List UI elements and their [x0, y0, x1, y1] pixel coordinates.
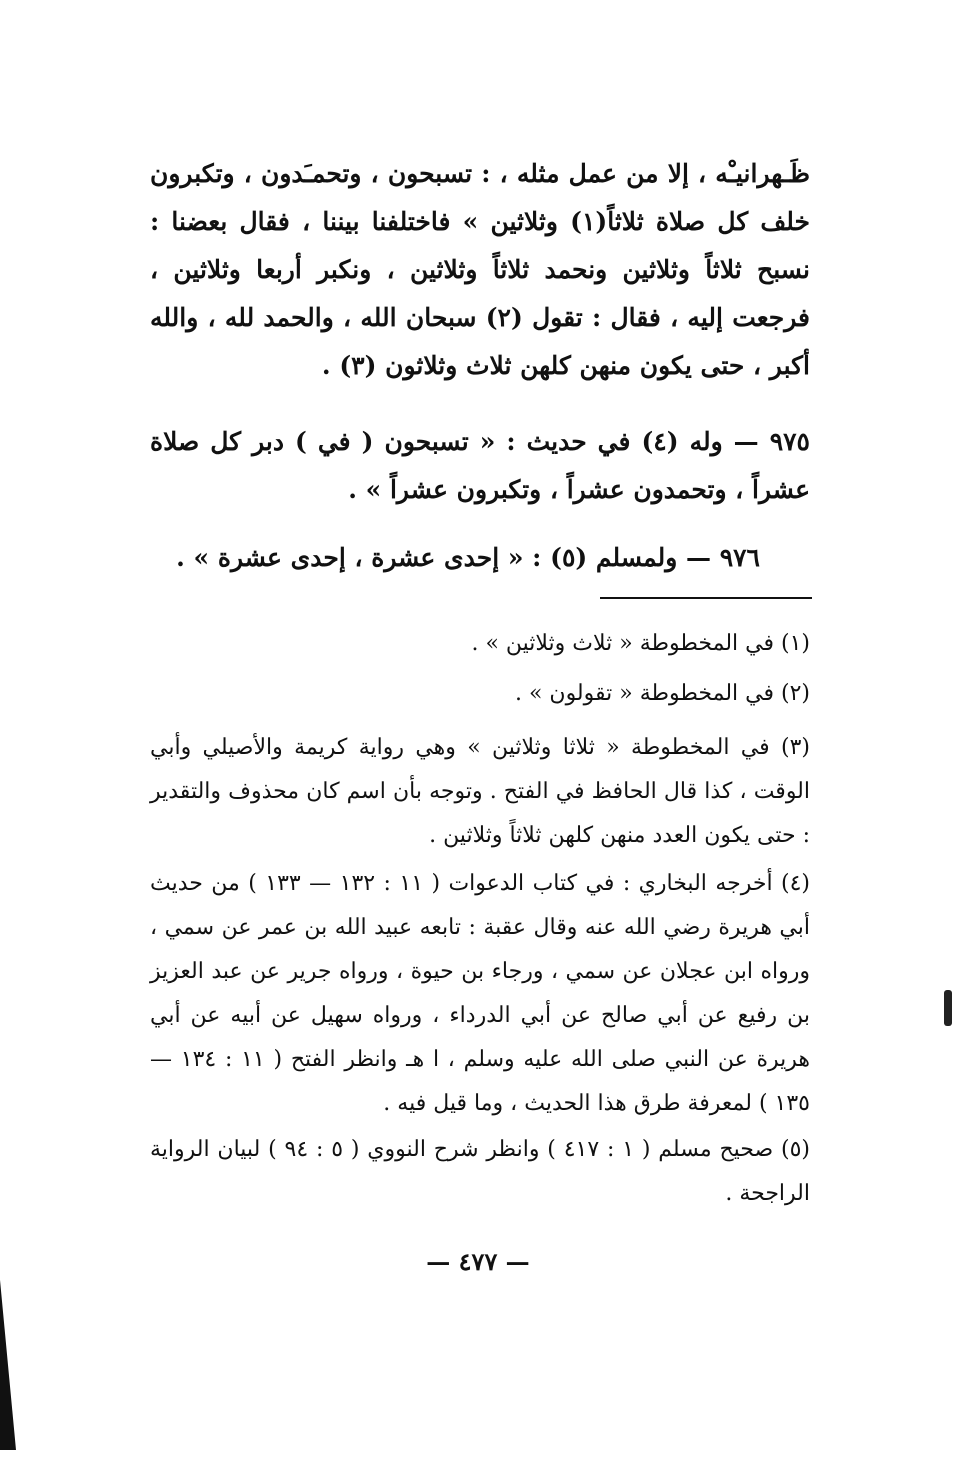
page-number: — ٤٧٧ — [426, 1247, 530, 1276]
footnote-3: (٣) في المخطوطة « ثلاثا وثلاثين » وهي رواية كريمة والأصيلي وأبي الوقت ، كذا قال الحافظ في الفتح . وتوجه بأن اسم كان محذوف والتقدير : حتى يكون العدد منهن كلهن ثلاثاً وثلاثين . [150, 735, 810, 848]
scan-edge-shadow [0, 1280, 16, 1450]
footnote-5: (٥) صحيح مسلم ( ١ : ٤١٧ ) وانظر شرح النووي ( ٥ : ٩٤ ) لبيان الرواية الراجحة . [150, 1137, 811, 1206]
footnote-1: (١) في المخطوطة « ثلاث وثلاثين » . [471, 631, 810, 656]
hadith-continuation-paragraph: ظَـهرانيـْه ، إلا من عمل مثله ، : تسبحون ، وتحمـَدون ، وتكبرون خلف كل صلاة ثلاثاً(١) وثلاثين » فاختلفنا بيننا ، فقال بعضنا : نسبح ثلاثاً وثلاثين ونحمد ثلاثاً وثلاثين ، ونكبر أربعا وثلاثين ، فرجعت إليه ، فقال : تقول (٢) سبحان الله ، والحمد لله ، والله أكبر ، حتى يكون منهن كلهن ثلاث وثلاثون (٣) . [150, 159, 811, 380]
hadith-976-paragraph: ٩٧٦ — ولمسلم (٥) : « إحدى عشرة ، إحدى عشرة » . [176, 543, 760, 572]
footnote-separator [600, 597, 812, 599]
hadith-975-paragraph: ٩٧٥ — وله (٤) في حديث : « تسبحون ( في ) دبر كل صلاة عشراً ، وتحمدون عشراً ، وتكبرون عشراً » . [150, 427, 810, 504]
footnote-4: (٤) أخرجه البخاري : في كتاب الدعوات ( ١١ : ١٣٢ — ١٣٣ ) من حديث أبي هريرة رضي الله عنه وقال عقبة : تابعه عبيد الله بن عمر عن سمي ، ورواه ابن عجلان عن سمي ، ورجاء بن حيوة ، ورواه جرير عن عبد العزيز بن رفيع عن أبي صالح عن أبي الدرداء ، ورواه سهيل عن أبيه عن أبي هريرة عن النبي صلى الله عليه وسلم ، ا هـ وانظر الفتح ( ١١ : ١٣٤ — ١٣٥ ) لمعرفة طرق هذا الحديث ، وما قيل فيه . [150, 871, 811, 1116]
scan-margin-mark [944, 990, 952, 1026]
footnote-2: (٢) في المخطوطة « تقولون » . [514, 681, 810, 706]
